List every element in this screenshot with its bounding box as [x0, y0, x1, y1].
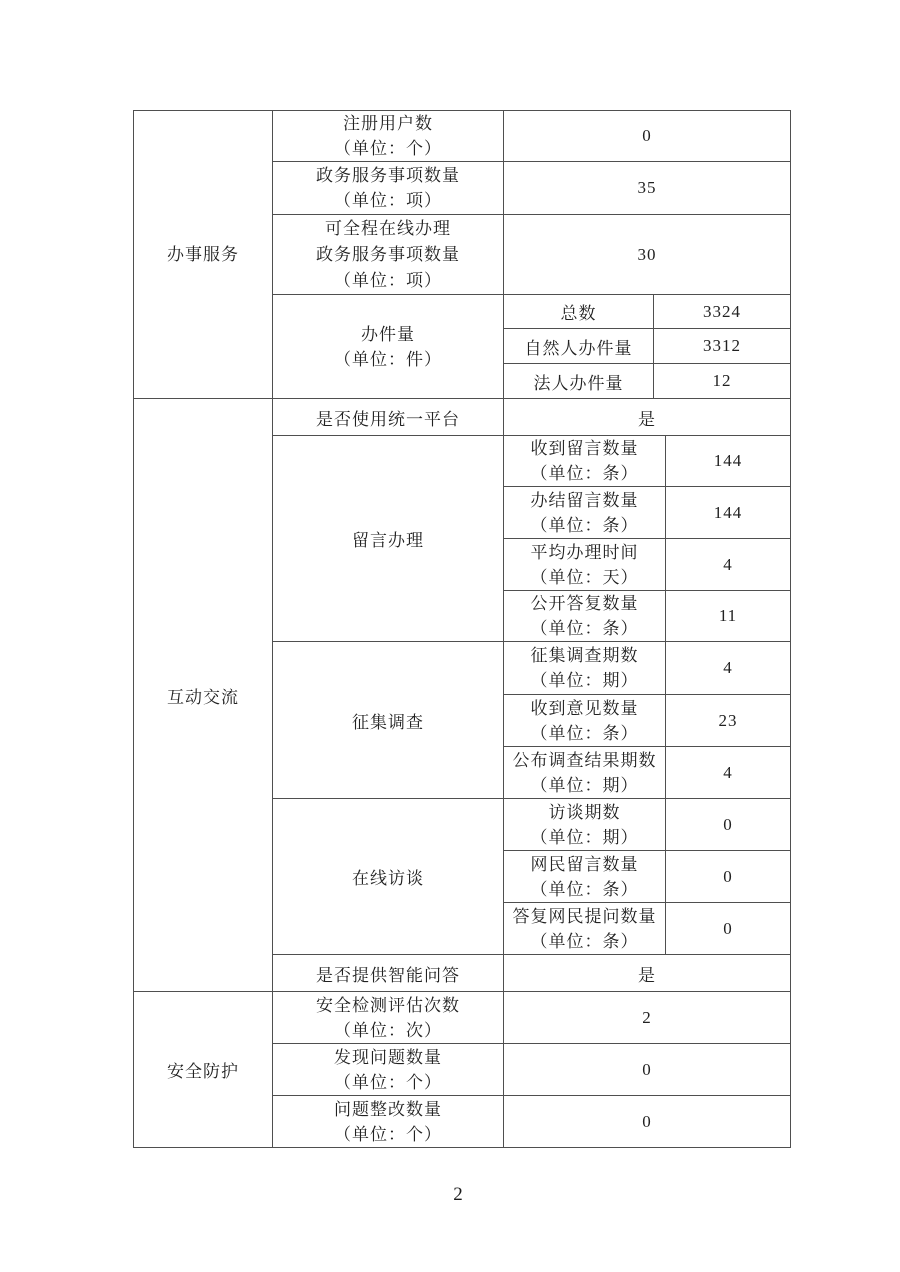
label-cell-service-items [273, 162, 504, 215]
sub-value-cell-avg-time: 4 [666, 539, 791, 591]
category-label: 办事服务 [167, 245, 239, 264]
sub-label-cell-public-replies [504, 591, 666, 642]
sub-value-cell-survey-periods: 4 [666, 642, 791, 695]
sub-label-cell-legal-person: 法人办件量 [504, 364, 654, 399]
sub-label-cell-results-published [504, 747, 666, 799]
value-cell-unified-platform: 是 [504, 399, 791, 436]
category-cell-service [134, 111, 273, 399]
value-cell-security-checks: 2 [504, 992, 791, 1044]
unit-line: （单位：个） [334, 1072, 442, 1092]
label-cell-problems-fixed [273, 1096, 504, 1148]
unit-line: （单位：条） [530, 723, 639, 743]
label-line: 答复网民提问数量 [512, 906, 657, 926]
report-table [133, 110, 791, 1148]
unit-line: （单位：天） [530, 567, 639, 587]
label-cell-registered-users [273, 111, 504, 162]
label-cell-problems-found [273, 1044, 504, 1096]
unit-line: （单位：条） [530, 464, 639, 483]
sub-label-cell-opinions-received [504, 695, 666, 747]
sub-value-cell-total: 3324 [654, 295, 791, 329]
sub-label-cell-total: 总数 [504, 295, 654, 329]
sub-label-cell-avg-time [504, 539, 666, 591]
category-cell-interaction: 互动交流 [134, 399, 273, 992]
label-line: 征集调查期数 [530, 646, 639, 665]
label-cell-online-items [273, 215, 504, 295]
label-cell-security-checks [273, 992, 504, 1044]
table-row [134, 992, 791, 1044]
table-row [134, 111, 791, 162]
group-cell-cases [273, 295, 504, 399]
label-line: 公布调查结果期数 [512, 750, 657, 770]
sub-value-cell-interview-periods: 0 [666, 799, 791, 851]
sub-label-cell-messages-received [504, 436, 666, 487]
unit-line: （单位：期） [530, 827, 639, 847]
sub-value-cell-opinions-received: 23 [666, 695, 791, 747]
label-line: 收到意见数量 [530, 698, 639, 718]
unit-line: （单位：期） [530, 775, 639, 795]
sub-label-cell-messages-completed [504, 487, 666, 539]
value-cell-problems-fixed: 0 [504, 1096, 791, 1148]
unit-line: （单位：个） [334, 139, 442, 158]
label-cell-unified-platform: 是否使用统一平台 [273, 399, 504, 436]
sub-value-cell-questions-answered: 0 [666, 903, 791, 955]
value-cell-online-items: 30 [504, 215, 791, 295]
label-line: 公开答复数量 [530, 594, 639, 613]
unit-line: （单位：条） [530, 515, 639, 535]
value-cell-service-items: 35 [504, 162, 791, 215]
category-cell-security: 安全防护 [134, 992, 273, 1148]
sub-label-cell-questions-answered [504, 903, 666, 955]
sub-label-cell-natural-person: 自然人办件量 [504, 329, 654, 364]
unit-line: （单位：次） [334, 1020, 442, 1040]
group-label: 办件量 [361, 324, 415, 344]
sub-value-cell-natural-person: 3312 [654, 329, 791, 364]
unit-line: （单位：条） [530, 931, 639, 951]
label-line: 政务服务事项数量 [316, 166, 460, 185]
label-line: 可全程在线办理 [325, 218, 451, 238]
unit-line: （单位：条） [530, 879, 639, 899]
unit-line: （单位：件） [334, 349, 442, 369]
page-number: 2 [453, 1184, 463, 1205]
label-line: 问题整改数量 [334, 1099, 442, 1119]
sub-value-cell-results-published: 4 [666, 747, 791, 799]
label-line: 网民留言数量 [530, 854, 639, 874]
sub-value-cell-messages-received: 144 [666, 436, 791, 487]
label-cell-smart-qa: 是否提供智能问答 [273, 955, 504, 992]
group-cell-interviews: 在线访谈 [273, 799, 504, 955]
group-cell-messages: 留言办理 [273, 436, 504, 642]
value-cell-problems-found: 0 [504, 1044, 791, 1096]
sub-label-cell-interview-periods [504, 799, 666, 851]
unit-line: （单位：个） [334, 1124, 442, 1144]
label-line: 安全检测评估次数 [316, 995, 460, 1015]
sub-value-cell-messages-completed: 144 [666, 487, 791, 539]
label-line: 政务服务事项数量 [316, 244, 460, 264]
unit-line: （单位：条） [530, 619, 639, 638]
label-line: 办结留言数量 [530, 490, 639, 510]
value-cell-smart-qa: 是 [504, 955, 791, 992]
sub-value-cell-public-replies: 11 [666, 591, 791, 642]
unit-line: （单位：项） [334, 191, 442, 210]
sub-value-cell-netizen-messages: 0 [666, 851, 791, 903]
label-line: 平均办理时间 [530, 542, 639, 562]
value-cell-registered-users: 0 [504, 111, 791, 162]
label-line: 注册用户数 [343, 114, 433, 133]
sub-value-cell-legal-person: 12 [654, 364, 791, 399]
unit-line: （单位：期） [530, 671, 639, 690]
table-row [134, 399, 791, 436]
label-line: 访谈期数 [548, 802, 621, 822]
sub-label-cell-survey-periods [504, 642, 666, 695]
sub-label-cell-netizen-messages [504, 851, 666, 903]
unit-line: （单位：项） [334, 270, 442, 290]
label-line: 收到留言数量 [530, 439, 639, 458]
group-cell-surveys: 征集调查 [273, 642, 504, 799]
label-line: 发现问题数量 [334, 1047, 442, 1067]
